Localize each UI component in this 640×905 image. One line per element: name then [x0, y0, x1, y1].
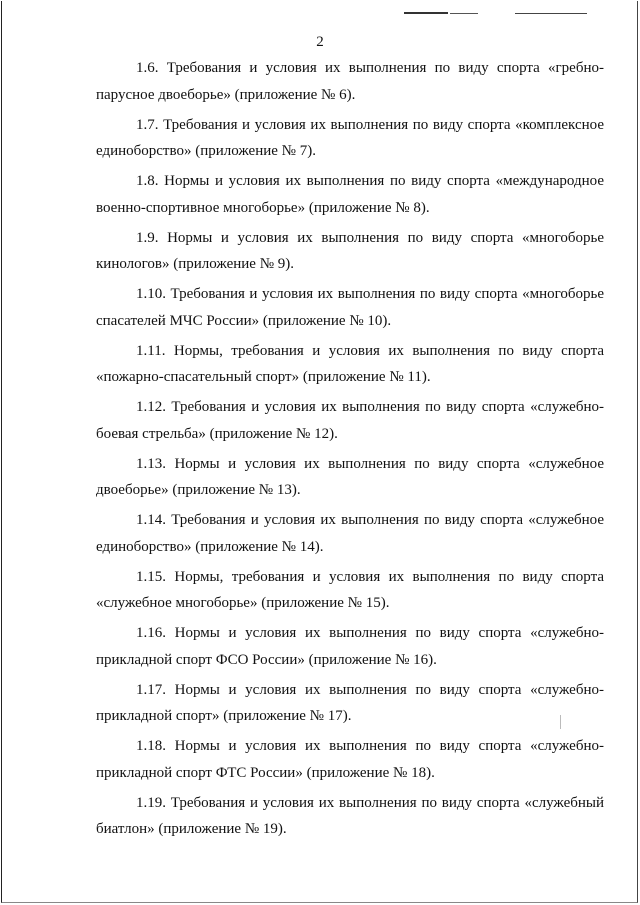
page-number: 2: [316, 34, 324, 50]
clause-1-17: 1.17. Нормы и условия их выполнения по виду спорта «служебно-прикладной спорт» (приложение № 17).: [96, 681, 604, 724]
clause-list: [96, 55, 604, 846]
clause-1-16: 1.16. Нормы и условия их выполнения по виду спорта «служебно-прикладной спорт ФСО России» (приложение № 16).: [96, 625, 604, 668]
scan-mark: [404, 12, 448, 14]
clause-1-14: 1.14. Требования и условия их выполнения по виду спорта «служебное единоборство» (приложение № 14).: [96, 512, 604, 555]
scan-mark: [515, 13, 587, 14]
clause-1-13: 1.13. Нормы и условия их выполнения по виду спорта «служебное двоеборье» (приложение № 13).: [96, 455, 604, 498]
clause-1-6: 1.6. Требования и условия их выполнения по виду спорта «гребно-парусное двоеборье» (приложение № 6).: [96, 60, 604, 103]
clause-1-7: 1.7. Требования и условия их выполнения по виду спорта «комплексное единоборство» (приложение № 7).: [96, 116, 604, 159]
clause-1-11: 1.11. Нормы, требования и условия их выполнения по виду спорта «пожарно-спасательный спорт» (приложение № 11).: [96, 342, 604, 385]
clause-1-18: 1.18. Нормы и условия их выполнения по виду спорта «служебно-прикладной спорт ФТС России» (приложение № 18).: [96, 738, 604, 781]
clause-1-15: 1.15. Нормы, требования и условия их выполнения по виду спорта «служебное многоборье» (приложение № 15).: [96, 568, 604, 611]
clause-1-19: 1.19. Требования и условия их выполнения по виду спорта «служебный биатлон» (приложение № 19).: [96, 794, 604, 837]
clause-1-10: 1.10. Требования и условия их выполнения по виду спорта «многоборье спасателей МЧС России» (приложение № 10).: [96, 286, 604, 329]
scan-mark: [450, 13, 478, 14]
clause-1-8: 1.8. Нормы и условия их выполнения по виду спорта «международное военно-спортивное многоборье» (приложение № 8).: [96, 173, 604, 216]
clause-1-9: 1.9. Нормы и условия их выполнения по виду спорта «многоборье кинологов» (приложение № 9).: [96, 229, 604, 272]
clause-1-12: 1.12. Требования и условия их выполнения по виду спорта «служебно-боевая стрельба» (приложение № 12).: [96, 399, 604, 442]
